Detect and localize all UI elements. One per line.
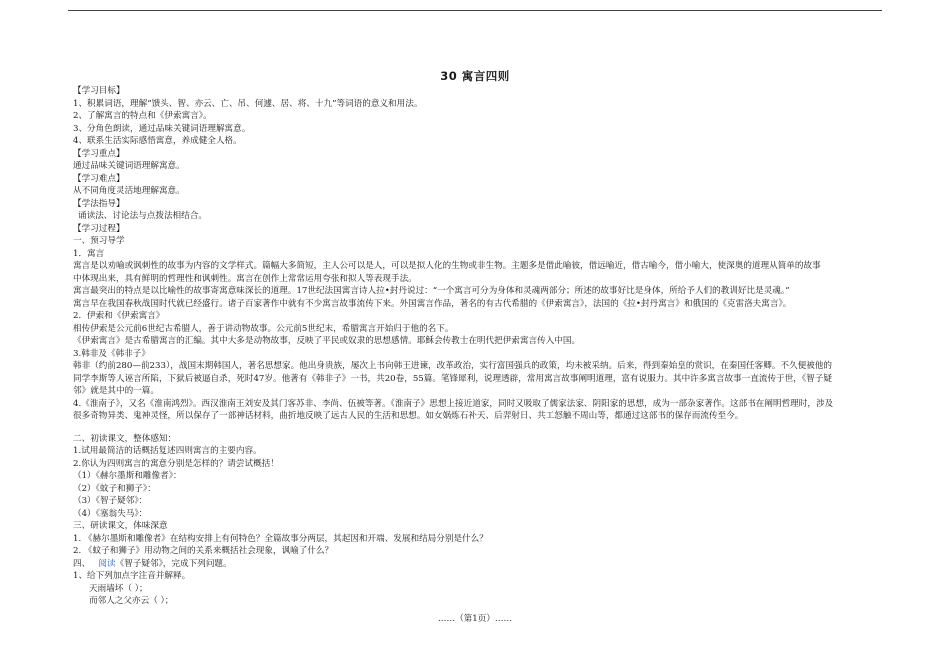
- text-line: 寓言早在我国春秋战国时代就已经盛行。诸子百家著作中就有不少寓言故事流传下来。外国寓言作品，著名的有古代希腊的《伊索寓言》，法国的《拉•封丹寓言》和俄国的《克雷洛夫寓言》。: [73, 298, 792, 309]
- text-line: 很多奇物异类、鬼神灵怪，所以保存了一部神话材料，曲折地反映了远古人民的生活和思想。如女娲炼石补天、后羿射日、共工怒触不周山等，都通过这部书的保存而流传至今。: [73, 411, 744, 421]
- text-line: 从不同角度灵活地理解寓意。: [73, 186, 185, 196]
- text-line: 诵读法、讨论法与点拨法相结合。: [78, 211, 207, 221]
- text-line: 1. 《赫尔墨斯和雕像者》在结构安排上有何特色？全篇故事分两层，其起因和开端、发展和结局分别是什么？: [73, 533, 488, 544]
- exercise-line: 而邻人之父亦云（ ）；: [89, 596, 174, 606]
- header-rule: [68, 10, 882, 11]
- text-line: 4.《淮南子》，又名《淮南鸿烈》。西汉淮南王刘安及其门客苏非、李尚、伍被等著。《淮南子》思想上接近道家，同时又吸取了儒家法家、阴阳家的思想，成为一部杂家著作。这部书在阐明哲理时，涉及: [73, 398, 834, 409]
- reading-instruction: 《智子疑邻》，完成下列问题。: [115, 558, 232, 569]
- text-line: 1．寓言: [73, 248, 105, 259]
- reading-line: [73, 558, 883, 571]
- page-footer: ……（第1页）……: [437, 614, 513, 624]
- text-line: 2、了解寓言的特点和《伊索寓言》。: [73, 111, 212, 121]
- text-line: 寓言是以劝喻或讽刺性的故事为内容的文学样式。篇幅大多简短，主人公可以是人，可以是拟人化的生物或非生物。主题多是借此喻彼，借远喻近，借古喻今，借小喻大，使深奥的道理从简单的故事: [73, 261, 821, 271]
- text-line: 2. 《蚊子和狮子》用动物之间的关系来概括社会现象，讽喻了什么？: [73, 546, 334, 556]
- text-line: （1）《赫尔墨斯和雕像者》：: [73, 471, 182, 481]
- text-line: （2）《蚊子和狮子》：: [73, 483, 156, 494]
- text-line: 寓言最突出的特点是以比喻性的故事寄寓意味深长的道理。17世纪法国寓言诗人拉•封丹说过：“一个寓言可分为身体和灵魂两部分；所述的故事好比是身体，所给予人们的教训好比是灵魂。”: [73, 286, 790, 296]
- text-line: 《伊索寓言》是古希腊寓言的汇编。其中大多是动物故事，反映了平民或奴隶的思想感情。耶稣会传教士在明代把伊索寓言传入中国。: [73, 336, 581, 346]
- text-line: 3.韩非及《韩非子》: [73, 348, 150, 359]
- section-heading: 【学习目标】: [73, 86, 125, 96]
- exercise-line: 天雨墙坏（ ）；: [89, 583, 148, 594]
- text-line: 中体现出来，具有鲜明的哲理性和讽刺性。寓言在创作上常常运用夸张和拟人等表现手法。: [73, 273, 417, 284]
- text-line: （3）《智子疑邻》：: [73, 496, 148, 506]
- text-line: 通过品味关键词语理解寓意。: [73, 161, 185, 171]
- text-line: 2．伊索和《伊索寓言》: [73, 311, 165, 321]
- text-line: 4、联系生活实际感悟寓意，养成健全人格。: [73, 136, 242, 146]
- section-number: 四、: [73, 558, 91, 569]
- text-line: 1、积累词语，理解“馈头、智、亦云、亡、吊、何遽、居、将、十九”等词语的意义和用法。: [73, 98, 423, 109]
- section-heading: 【学习重点】: [73, 148, 125, 159]
- page-title: 30 寓言四则: [440, 69, 510, 83]
- document-body: [73, 85, 883, 608]
- text-line: 2.你认为四则寓言的寓意分别是怎样的？请尝试概括！: [73, 458, 279, 469]
- text-line: 邻》就是其中的一篇。: [73, 386, 159, 396]
- text-line: 二、初读课文，整体感知：: [73, 433, 177, 444]
- text-line: 三、研读课文，体味深意: [73, 521, 168, 531]
- text-line: （4）《塞翁失马》：: [73, 508, 148, 519]
- section-heading: 【学习难点】: [73, 173, 125, 184]
- text-line: 相传伊索是公元前6世纪古希腊人，善于讲动物故事。公元前5世纪末，希腊寓言开始归于他的名下。: [73, 323, 454, 334]
- section-heading: 【学习过程】: [73, 223, 125, 234]
- reading-link[interactable]: 阅读: [98, 558, 116, 569]
- text-line: 1、给下列加点字注音并解释。: [73, 571, 191, 581]
- text-line: 1.试用最简洁的话概括复述四则寓言的主要内容。: [73, 446, 262, 456]
- text-line: 同学李斯等人诬言所陷，下狱后被逼自杀，死时47岁。他著有《韩非子》一书，共20卷，55篇。笔锋犀利，说理透辟，常用寓言故事阐明道理，富有说服力。其中许多寓言故事一直流传于世，《智子疑: [73, 373, 832, 384]
- text-line: 3、分角色朗读，通过品味关键词语理解寓意。: [73, 123, 251, 134]
- text-line: 韩非（约前280—前233），战国末期韩国人，著名思想家。他出身贵族，屡次上书向韩王进谏，改革政治，实行富国强兵的政策，均未被采纳。后来，得到秦始皇的赏识，在秦国任客卿。不久便被他的: [73, 361, 832, 371]
- section-heading: 【学法指导】: [73, 198, 125, 209]
- text-line: 一、预习导学: [73, 236, 125, 246]
